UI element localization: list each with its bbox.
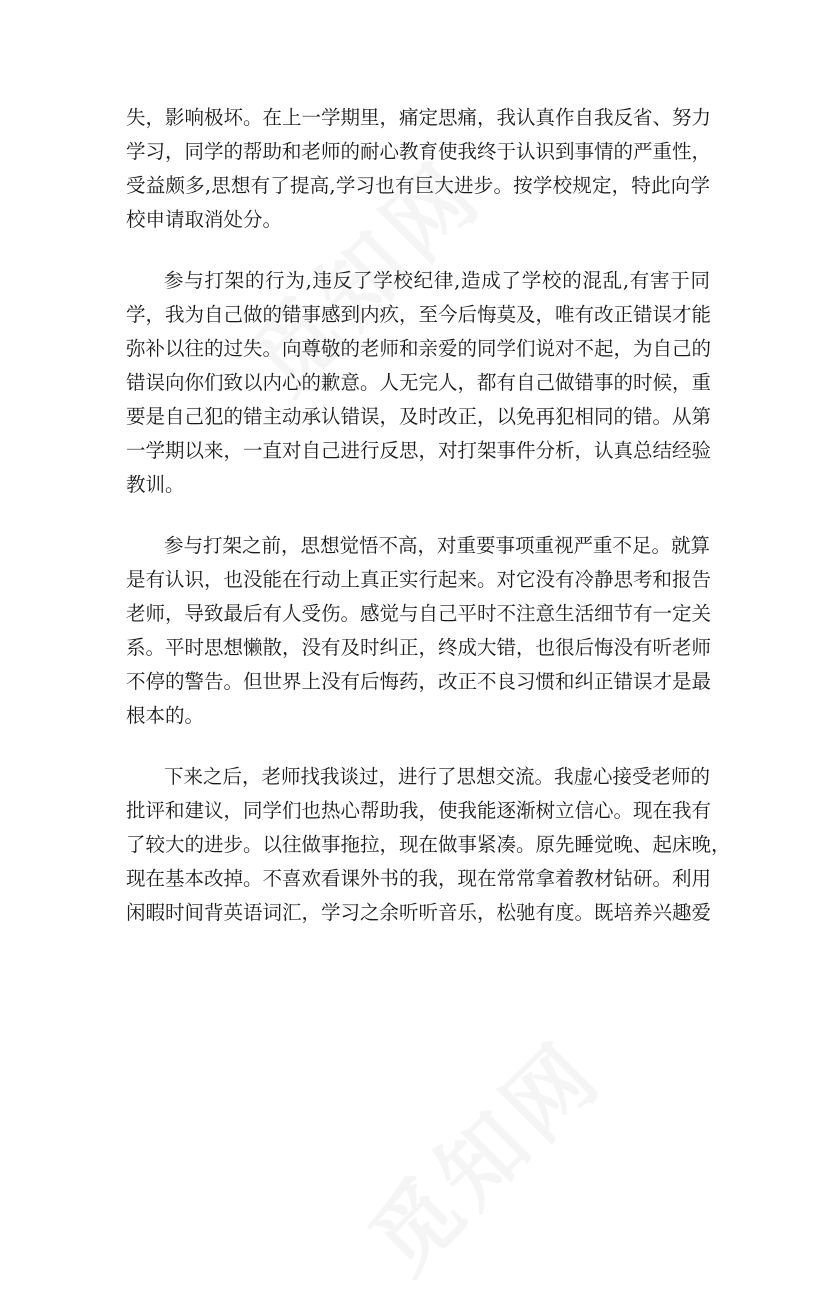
text-line: 教训。 (126, 473, 185, 496)
text-line: 批评和建议，同学们也热心帮助我，使我能逐渐树立信心。现在我有 (126, 799, 712, 822)
text-line: 学，我为自己做的错事感到内疚，至今后悔莫及，唯有改正错误才能 (126, 303, 712, 326)
text-line: 参与打架之前，思想觉悟不高，对重要事项重视严重不足。就算 (164, 534, 711, 557)
paragraph (126, 760, 731, 930)
paragraph (126, 264, 710, 502)
text-line: 下来之后，老师找我谈过，进行了思想交流。我虚心接受老师的 (164, 765, 711, 788)
text-line: 了较大的进步。以往做事拖拉，现在做事紧凑。原先睡觉晚、起床晚， (126, 833, 731, 856)
watermark-text (352, 1023, 622, 1293)
text-line: 一学期以来，一直对自己进行反思，对打架事件分析，认真总结经验 (126, 439, 712, 462)
text-line: 现在基本改掉。不喜欢看课外书的我，现在常常拿着教材钻研。利用 (126, 867, 712, 890)
text-line: 学习，同学的帮助和老师的耐心教育使我终于认识到事情的严重性， (126, 140, 712, 163)
text-line: 弥补以往的过失。向尊敬的老师和亲爱的同学们说对不起，为自己的 (126, 337, 712, 360)
text-line: 失，影响极坏。在上一学期里，痛定思痛，我认真作自我反省、努力 (126, 106, 712, 129)
text-line: 不停的警告。但世界上没有后悔药，改正不良习惯和纠正错误才是最 (126, 670, 712, 693)
text-line: 老师，导致最后有人受伤。感觉与自己平时不注意生活细节有一定关 (126, 602, 712, 625)
paragraph (126, 101, 710, 237)
text-line: 要是自己犯的错主动承认错误，及时改正，以免再犯相同的错。从第 (126, 405, 712, 428)
text-line: 根本的。 (126, 704, 205, 727)
document-body (126, 101, 731, 930)
text-line: 是有认识，也没能在行动上真正实行起来。对它没有冷静思考和报告 (126, 568, 712, 591)
paragraph (126, 529, 710, 733)
text-line: 系。平时思想懒散，没有及时纠正，终成大错，也很后悔没有听老师 (126, 636, 712, 659)
text-line: 参与打架的行为,违反了学校纪律,造成了学校的混乱,有害于同 (164, 269, 710, 292)
text-line: 校申请取消处分。 (126, 208, 283, 231)
text-line: 受益颇多,思想有了提高,学习也有巨大进步。按学校规定，特此向学 (126, 174, 710, 197)
watermark-bottom (337, 1008, 624, 1295)
text-line: 错误向你们致以内心的歉意。人无完人，都有自己做错事的时候，重 (126, 371, 712, 394)
text-line: 闲暇时间背英语词汇，学习之余听听音乐，松驰有度。既培养兴趣爱 (126, 901, 712, 924)
